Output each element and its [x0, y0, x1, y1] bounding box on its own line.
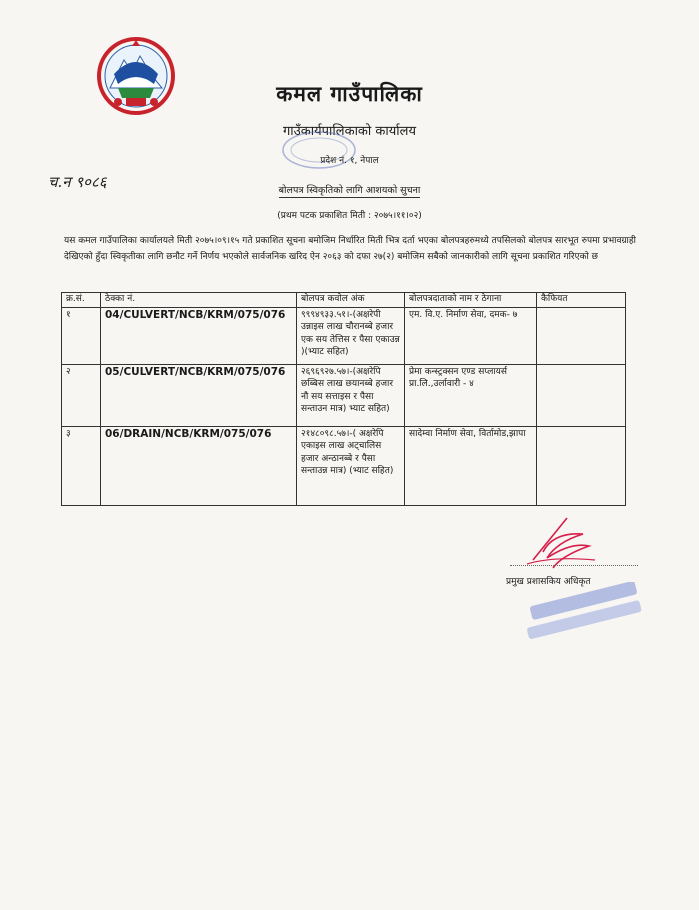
cell-amount: ९९९४९३३.५१।-(अक्षरेपी उन्नाइस लाख चौरानब्बे हजार एक सय तेत्तिस र पैसा एकाउन्न )(भ्याट सहित): [297, 308, 405, 365]
cell-contract: 05/CULVERT/NCB/KRM/075/076: [101, 365, 297, 427]
cell-bidder: प्रेमा कन्स्ट्रक्सन एण्ड सप्लायर्स प्रा.लि.,उर्लावारी - ४: [405, 365, 537, 427]
header-sn: क्र.सं.: [62, 293, 101, 308]
cell-bidder: एम. वि.ए. निर्माण सेवा, दमक- ७: [405, 308, 537, 365]
province-line: प्रदेश नं. १, नेपाल: [320, 156, 379, 166]
cell-contract: 04/CULVERT/NCB/KRM/075/076: [101, 308, 297, 365]
notice-body: यस कमल गाउँपालिका कार्यालयले मिती २०७५।०९।१५ गते प्रकाशित सूचना बमोजिम निर्धारित मिती भित्र दर्ता भएका बोलपत्रहरुमध्ये तपसिलको बोलपत्र सारभूत रुपमा प्रभावग्राही देखिएको हुँदा स्विकृतीका लागि छनौट गर्ने निर्णय भएकोले सार्वजनिक खरिद ऐन २०६३ को दफा २७(२) बमोजिम सबैको जानकारीको लागि सूचना प्रकाशित गरिएको छ: [64, 236, 636, 262]
officer-stamp-seal: [518, 582, 646, 640]
office-name: गाउँकार्यपालिकाको कार्यालय: [282, 124, 417, 139]
header-remarks: कैफियत: [537, 293, 626, 308]
signature-line: [510, 565, 638, 566]
cell-sn: ३: [62, 427, 101, 506]
bid-table: [61, 292, 626, 506]
cell-remarks: [537, 427, 626, 506]
cell-remarks: [537, 308, 626, 365]
cell-amount: २१४८०९८.५७।-( अक्षरेपि एकाइस लाख अट्चालिस हजार अन्ठानब्बे र पैसा सन्ताउन्न मात्र) (भ्याट सहित): [297, 427, 405, 506]
cell-sn: १: [62, 308, 101, 365]
cell-bidder: सादेम्वा निर्माण सेवा, विर्तामोड,झापा: [405, 427, 537, 506]
table-row: [62, 365, 626, 427]
table-header-row: [62, 293, 626, 308]
header-amount: बोलपत्र कवोल अंक: [297, 293, 405, 308]
table-row: [62, 427, 626, 506]
cell-contract: 06/DRAIN/NCB/KRM/075/076: [101, 427, 297, 506]
header-contract: ठेक्का नं.: [101, 293, 297, 308]
signatory-title: प्रमुख प्रशासकिय अधिकृत: [506, 577, 591, 587]
notice-title-text: बोलपत्र स्विकृतिको लागि आशयको सुचना: [278, 185, 421, 196]
table-row: [62, 308, 626, 365]
cell-sn: २: [62, 365, 101, 427]
cell-remarks: [537, 365, 626, 427]
organization-name: कमल गाउँपालिका: [276, 82, 423, 106]
publication-date: (प्रथम पटक प्रकाशित मिती : २०७५।११।०२): [277, 211, 422, 221]
notice-title: [0, 183, 699, 196]
reference-number: च.न ९०८६: [48, 173, 107, 191]
header-bidder: बोलपत्रदाताको नाम र ठेगाना: [405, 293, 537, 308]
cell-amount: २६९६९२७.५७।-(अक्षरेपि छब्बिस लाख छयानब्बे हजार नौ सय सत्ताइस र पैसा सन्ताउन मात्र) भ्याट सहित): [297, 365, 405, 427]
